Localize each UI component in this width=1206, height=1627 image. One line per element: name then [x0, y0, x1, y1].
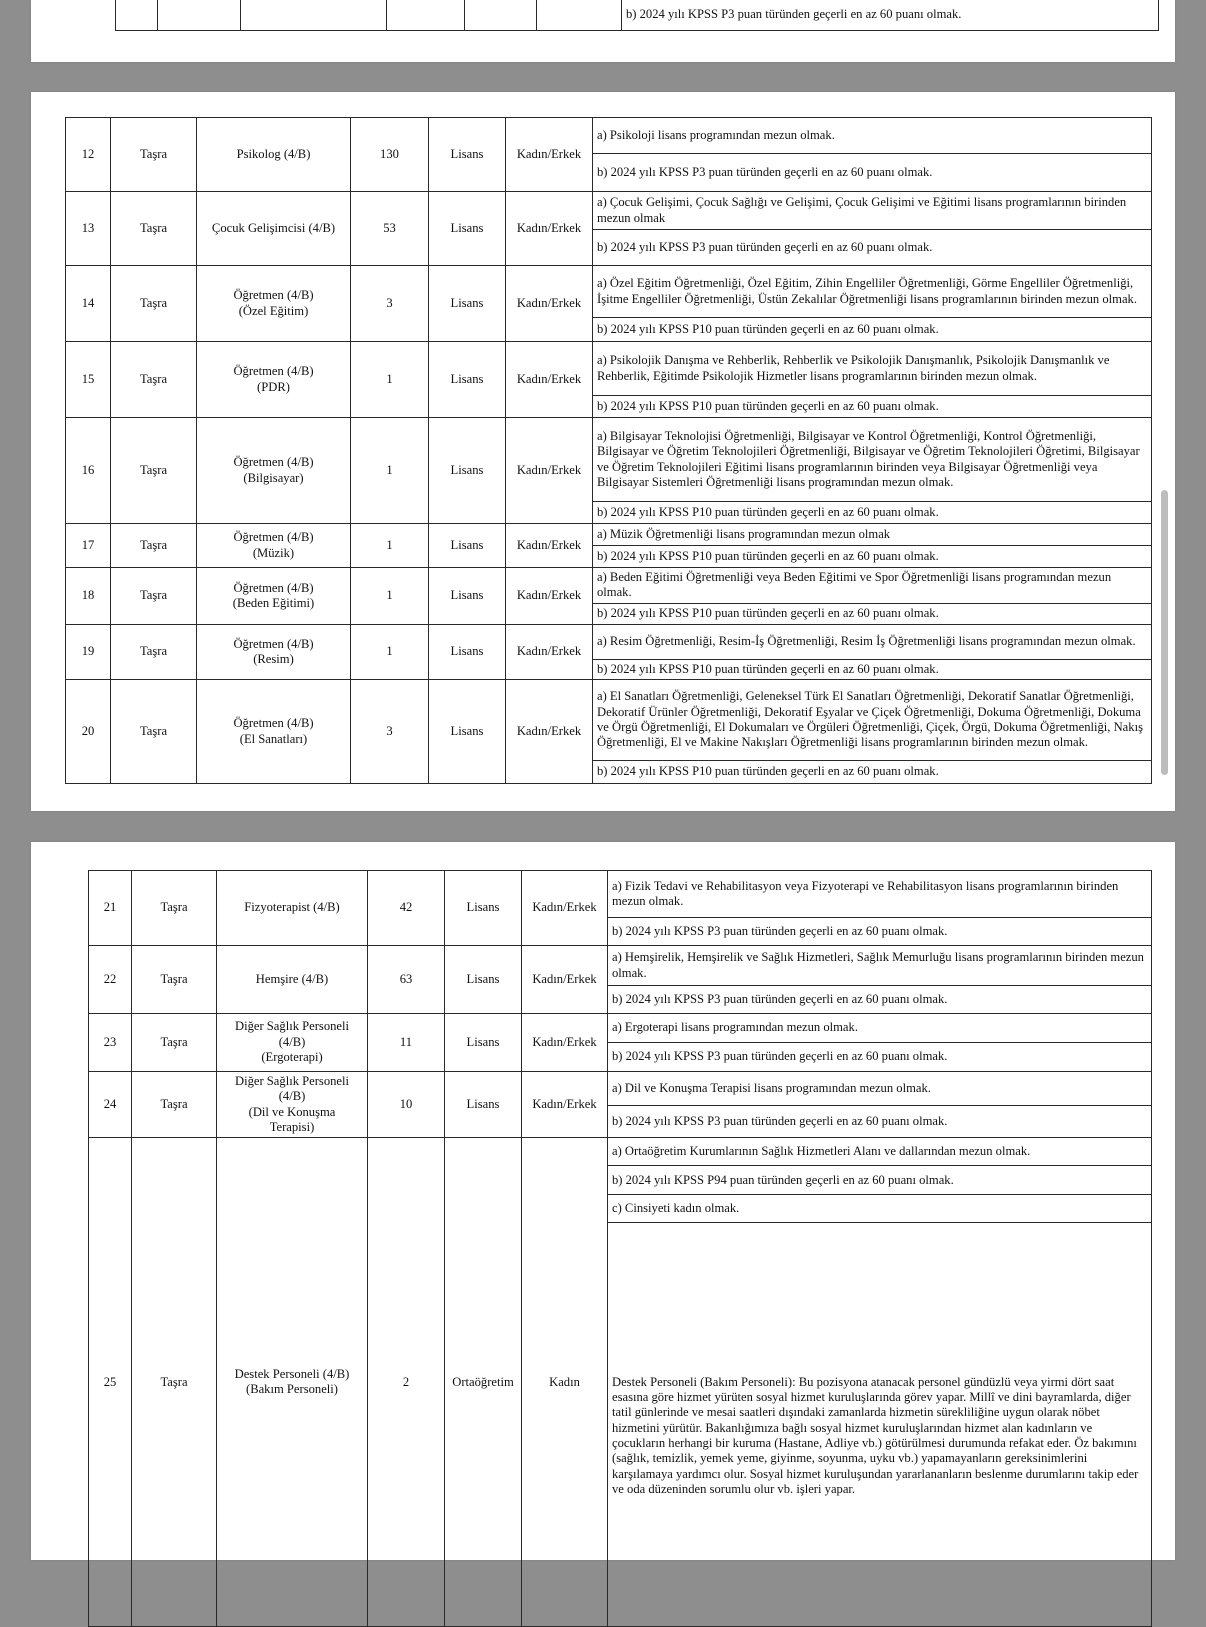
requirement-cell: b) 2024 yılı KPSS P10 puan türünden geçerli en az 60 puanı olmak. — [593, 502, 1152, 524]
position-title-line: (PDR) — [257, 379, 290, 394]
location-cell: Taşra — [111, 524, 197, 568]
gender-cell: Kadın — [522, 1138, 608, 1627]
requirement-cell: a) Dil ve Konuşma Terapisi lisans programından mezun olmak. — [608, 1072, 1152, 1106]
requirement-cell: b) 2024 yılı KPSS P3 puan türünden geçerli en az 60 puanı olmak. — [593, 154, 1152, 192]
gender-cell: Kadın/Erkek — [522, 946, 608, 1014]
quota-cell: 1 — [351, 624, 429, 679]
position-title-cell — [197, 624, 351, 679]
education-level-cell: Lisans — [429, 680, 506, 784]
location-cell: Taşra — [111, 624, 197, 679]
positions-table-part-1 — [115, 0, 1159, 31]
gender-cell: Kadın/Erkek — [522, 1072, 608, 1138]
row-number: 14 — [66, 266, 111, 342]
position-title-line: (Özel Eğitim) — [238, 303, 309, 318]
position-title-line: (Müzik) — [252, 545, 295, 560]
row-number: 17 — [66, 524, 111, 568]
position-title-line: Diğer Sağlık Personeli — [234, 1019, 350, 1034]
table-row — [66, 266, 1152, 318]
position-title-line: (Bilgisayar) — [243, 470, 304, 485]
education-level-cell: Lisans — [445, 1072, 522, 1138]
position-title-line: Çocuk Gelişimcisi (4/B) — [211, 220, 336, 235]
position-title-line: Hemşire (4/B) — [255, 971, 329, 986]
table-row — [66, 118, 1152, 154]
row-number: 25 — [89, 1138, 132, 1627]
location-cell: Taşra — [111, 266, 197, 342]
table-row — [89, 871, 1152, 918]
position-title-line: Terapisi) — [269, 1120, 315, 1135]
requirement-cell: b) 2024 yılı KPSS P10 puan türünden geçerli en az 60 puanı olmak. — [593, 761, 1152, 784]
requirement-cell: b) 2024 yılı KPSS P3 puan türünden geçerli en az 60 puanı olmak. — [593, 230, 1152, 266]
requirement-cell: b) 2024 yılı KPSS P3 puan türünden geçerli en az 60 puanı olmak. — [608, 918, 1152, 946]
position-title-cell — [197, 266, 351, 342]
education-level-cell: Lisans — [445, 946, 522, 1014]
position-title-cell — [197, 418, 351, 524]
table-row — [89, 1014, 1152, 1043]
row-number: 23 — [89, 1014, 132, 1072]
position-title-cell — [197, 118, 351, 192]
location-cell: Taşra — [111, 568, 197, 625]
requirement-cell: a) Müzik Öğretmenliği lisans programından mezun olmak — [593, 524, 1152, 546]
education-level-cell: Lisans — [429, 624, 506, 679]
row-number: 22 — [89, 946, 132, 1014]
row-number: 12 — [66, 118, 111, 192]
gender-cell: Kadın/Erkek — [506, 342, 593, 418]
education-level-cell: Lisans — [429, 418, 506, 524]
location-cell: Taşra — [111, 418, 197, 524]
education-level-cell: Lisans — [429, 524, 506, 568]
gender-cell: Kadın/Erkek — [506, 680, 593, 784]
row-number: 13 — [66, 192, 111, 266]
quota-cell: 11 — [368, 1014, 445, 1072]
position-title-line: (El Sanatları) — [239, 731, 308, 746]
row-number: 15 — [66, 342, 111, 418]
requirement-cell: Destek Personeli (Bakım Personeli): Bu pozisyona atanacak personel gündüzlü veya yirmi dört saat esasına göre hizmet yürüten sosyal hizmet kuruluşlarında görev yapar. Millî ve dini bayramlarda, diğer tatil günlerinde ve mesai saatleri dışındaki zamanlarda hizmetin sürekliliğine uygun olarak nöbet hizmetini yürütür. Bakanlığımıza bağlı sosyal hizmet kuruluşlarından hizmet alan kadınların ve çocukların herhangi bir kuruma (Hastane, Adliye vb.) götürülmesi durumunda refakat eder. Öz bakımını (sağlık, temizlik, yemek yeme, giyinme, soyunma, uyku vb.) yapamayanların gereksinimlerini karşılamaya yardımcı olur. Sosyal hizmet kuruluşundan yararlananların beslenme durumlarını takip eder ve oda düzeninden sorumlu olur vb. işleri yapar. — [608, 1223, 1152, 1627]
row-number: 20 — [66, 680, 111, 784]
positions-table-part-3 — [88, 870, 1152, 1627]
location-cell: Taşra — [132, 946, 217, 1014]
requirement-cell: a) Fizik Tedavi ve Rehabilitasyon veya Fizyoterapi ve Rehabilitasyon lisans programlarının birinden mezun olmak. — [608, 871, 1152, 918]
position-title-line: Fizyoterapist (4/B) — [244, 900, 340, 915]
position-title-cell — [197, 524, 351, 568]
table-row — [66, 524, 1152, 546]
row-number: 21 — [89, 871, 132, 946]
requirement-cell: a) Psikolojik Danışma ve Rehberlik, Rehberlik ve Psikolojik Danışmanlık, Psikolojik Danışmanlık ve Rehberlik, Eğitimde Psikolojik Hizmetler lisans programlarının birinden mezun olmak. — [593, 342, 1152, 396]
document-page-2 — [31, 92, 1175, 811]
location-cell: Taşra — [111, 192, 197, 266]
requirement-cell: a) Bilgisayar Teknolojisi Öğretmenliği, Bilgisayar ve Kontrol Öğretmenliği, Kontrol Öğretmenliği, Bilgisayar ve Öğretim Teknolojileri Öğretmenliği, Bilgisayar ve Öğretim Teknolojileri Öğretimi, Bilgisayar ve Öğretim Teknolojileri Eğitimi lisans programlarının birinden veya Bilgisayar Öğretmenliği veya Bilgisayar Sistemleri Öğretmenliği lisans programından mezun olmak. — [593, 418, 1152, 502]
table-row — [66, 680, 1152, 761]
requirement-cell: b) 2024 yılı KPSS P10 puan türünden geçerli en az 60 puanı olmak. — [593, 396, 1152, 418]
requirement-cell: b) 2024 yılı KPSS P10 puan türünden geçerli en az 60 puanı olmak. — [593, 318, 1152, 342]
location-cell: Taşra — [132, 1138, 217, 1627]
requirement-cell: a) Beden Eğitimi Öğretmenliği veya Beden Eğitimi ve Spor Öğretmenliği lisans programından mezun olmak. — [593, 568, 1152, 604]
position-title-line: (4/B) — [278, 1034, 306, 1049]
scrollbar-thumb[interactable] — [1161, 490, 1168, 775]
location-cell: Taşra — [132, 871, 217, 946]
requirement-cell: a) Hemşirelik, Hemşirelik ve Sağlık Hizmetleri, Sağlık Memurluğu lisans programlarının birinden mezun olmak. — [608, 946, 1152, 986]
position-title-cell — [197, 342, 351, 418]
requirement-cell: a) Özel Eğitim Öğretmenliği, Özel Eğitim, Zihin Engelliler Öğretmenliği, Görme Engelliler Öğretmenliği, İşitme Engelliler Öğretmenliği, Üstün Zekalılar Öğretmenliği lisans programlarının birinden mezun olmak. — [593, 266, 1152, 318]
quota-cell: 1 — [351, 418, 429, 524]
quota-cell: 1 — [351, 524, 429, 568]
position-title-cell — [217, 1072, 368, 1138]
requirement-cell: b) 2024 yılı KPSS P3 puan türünden geçerli en az 60 puanı olmak. — [608, 1105, 1152, 1138]
table-row — [66, 568, 1152, 604]
position-title-cell — [217, 1138, 368, 1627]
table-row — [89, 946, 1152, 986]
requirement-cell: c) Cinsiyeti kadın olmak. — [608, 1195, 1152, 1223]
table-row — [66, 192, 1152, 230]
gender-cell: Kadın/Erkek — [522, 1014, 608, 1072]
quota-cell: 2 — [368, 1138, 445, 1627]
position-title-cell — [217, 871, 368, 946]
gender-cell: Kadın/Erkek — [506, 624, 593, 679]
gender-cell: Kadın/Erkek — [506, 524, 593, 568]
education-level-cell: Lisans — [429, 266, 506, 342]
row-number: 18 — [66, 568, 111, 625]
education-level-cell: Lisans — [429, 118, 506, 192]
position-title-line: Psikolog (4/B) — [236, 146, 311, 161]
table-row — [116, 0, 1159, 31]
gender-cell: Kadın/Erkek — [506, 568, 593, 625]
table-row — [89, 1072, 1152, 1106]
education-level-cell: Lisans — [429, 342, 506, 418]
position-title-line: Öğretmen (4/B) — [233, 364, 314, 379]
quota-cell: 63 — [368, 946, 445, 1014]
requirement-cell: a) Psikoloji lisans programından mezun olmak. — [593, 118, 1152, 154]
quota-cell: 42 — [368, 871, 445, 946]
gender-cell: Kadın/Erkek — [506, 192, 593, 266]
quota-cell: 3 — [351, 266, 429, 342]
education-level-cell: Lisans — [429, 568, 506, 625]
requirement-cell: b) 2024 yılı KPSS P3 puan türünden geçerli en az 60 puanı olmak. — [608, 986, 1152, 1014]
table-row — [66, 418, 1152, 502]
education-level-cell: Lisans — [445, 871, 522, 946]
requirement-cell: a) El Sanatları Öğretmenliği, Geleneksel Türk El Sanatları Öğretmenliği, Dekoratif Sanatlar Öğretmenliği, Dekoratif Ürünler Öğretmenliği, Dekoratif Eşyalar ve Çiçek Öğretmenliği, Dokuma Öğretmenliği, Dokuma ve Örgü Öğretmenliği, El Dokumaları ve Örgüleri Öğretmenliği, Çiçek, Örgü, Dokuma Öğretmenliği, Nakış Öğretmenliği, El ve Makine Nakışları Öğretmenliği lisans programlarının birinden mezun olmak. — [593, 680, 1152, 761]
position-title-cell — [217, 1014, 368, 1072]
table-row — [66, 624, 1152, 659]
position-title-cell — [197, 192, 351, 266]
gender-cell: Kadın/Erkek — [506, 118, 593, 192]
location-cell: Taşra — [111, 342, 197, 418]
table-row — [89, 1138, 1152, 1166]
document-page-3 — [31, 842, 1175, 1560]
location-cell: Taşra — [132, 1014, 217, 1072]
quota-cell: 1 — [351, 342, 429, 418]
position-title-line: Öğretmen (4/B) — [233, 580, 314, 595]
requirement-cell: b) 2024 yılı KPSS P94 puan türünden geçerli en az 60 puanı olmak. — [608, 1166, 1152, 1195]
gender-cell: Kadın/Erkek — [522, 871, 608, 946]
requirement-cell: a) Resim Öğretmenliği, Resim-İş Öğretmenliği, Resim İş Öğretmenliği lisans programından mezun olmak. — [593, 624, 1152, 659]
position-title-line: (Ergoterapi) — [261, 1050, 323, 1065]
requirement-cell: a) Ergoterapi lisans programından mezun olmak. — [608, 1014, 1152, 1043]
requirement-cell: b) 2024 yılı KPSS P10 puan türünden geçerli en az 60 puanı olmak. — [593, 603, 1152, 624]
education-level-cell: Ortaöğretim — [445, 1138, 522, 1627]
position-title-line: (Dil ve Konuşma — [248, 1104, 336, 1119]
gender-cell: Kadın/Erkek — [506, 418, 593, 524]
position-title-cell — [197, 680, 351, 784]
table-row — [66, 342, 1152, 396]
position-title-line: Diğer Sağlık Personeli — [234, 1074, 350, 1088]
location-cell: Taşra — [132, 1072, 217, 1138]
positions-table-part-2 — [65, 117, 1152, 784]
location-cell: Taşra — [111, 118, 197, 192]
position-title-line: Öğretmen (4/B) — [233, 716, 314, 731]
position-title-line: (Bakım Personeli) — [246, 1382, 338, 1397]
location-cell: Taşra — [111, 680, 197, 784]
quota-cell: 1 — [351, 568, 429, 625]
education-level-cell: Lisans — [429, 192, 506, 266]
quota-cell: 53 — [351, 192, 429, 266]
quota-cell: 130 — [351, 118, 429, 192]
position-title-line: Öğretmen (4/B) — [233, 288, 314, 303]
position-title-line: (Beden Eğitimi) — [232, 595, 315, 610]
position-title-line: Öğretmen (4/B) — [233, 636, 314, 651]
requirement-cell: a) Ortaöğretim Kurumlarının Sağlık Hizmetleri Alanı ve dallarından mezun olmak. — [608, 1138, 1152, 1166]
requirement-cell: a) Çocuk Gelişimi, Çocuk Sağlığı ve Gelişimi, Çocuk Gelişimi ve Eğitimi lisans programlarının birinden mezun olmak — [593, 192, 1152, 230]
document-page-1 — [31, 0, 1175, 62]
position-title-cell — [217, 946, 368, 1014]
row-number: 24 — [89, 1072, 132, 1138]
position-title-line: Destek Personeli (4/B) — [234, 1367, 350, 1382]
requirement-cell: b) 2024 yılı KPSS P3 puan türünden geçerli en az 60 puanı olmak. — [608, 1043, 1152, 1072]
quota-cell: 3 — [351, 680, 429, 784]
position-title-line: (Resim) — [253, 651, 294, 666]
requirement-cell: b) 2024 yılı KPSS P10 puan türünden geçerli en az 60 puanı olmak. — [593, 546, 1152, 568]
gender-cell: Kadın/Erkek — [506, 266, 593, 342]
education-level-cell: Lisans — [445, 1014, 522, 1072]
row-number: 19 — [66, 624, 111, 679]
position-title-line: Öğretmen (4/B) — [233, 530, 314, 545]
quota-cell: 10 — [368, 1072, 445, 1138]
position-title-cell — [197, 568, 351, 625]
position-title-line: (4/B) — [278, 1089, 306, 1104]
requirement-cell: b) 2024 yılı KPSS P10 puan türünden geçerli en az 60 puanı olmak. — [593, 659, 1152, 679]
position-title-line: Öğretmen (4/B) — [233, 455, 314, 470]
row-number: 16 — [66, 418, 111, 524]
requirement-b: b) 2024 yılı KPSS P3 puan türünden geçerli en az 60 puanı olmak. — [622, 0, 1159, 31]
